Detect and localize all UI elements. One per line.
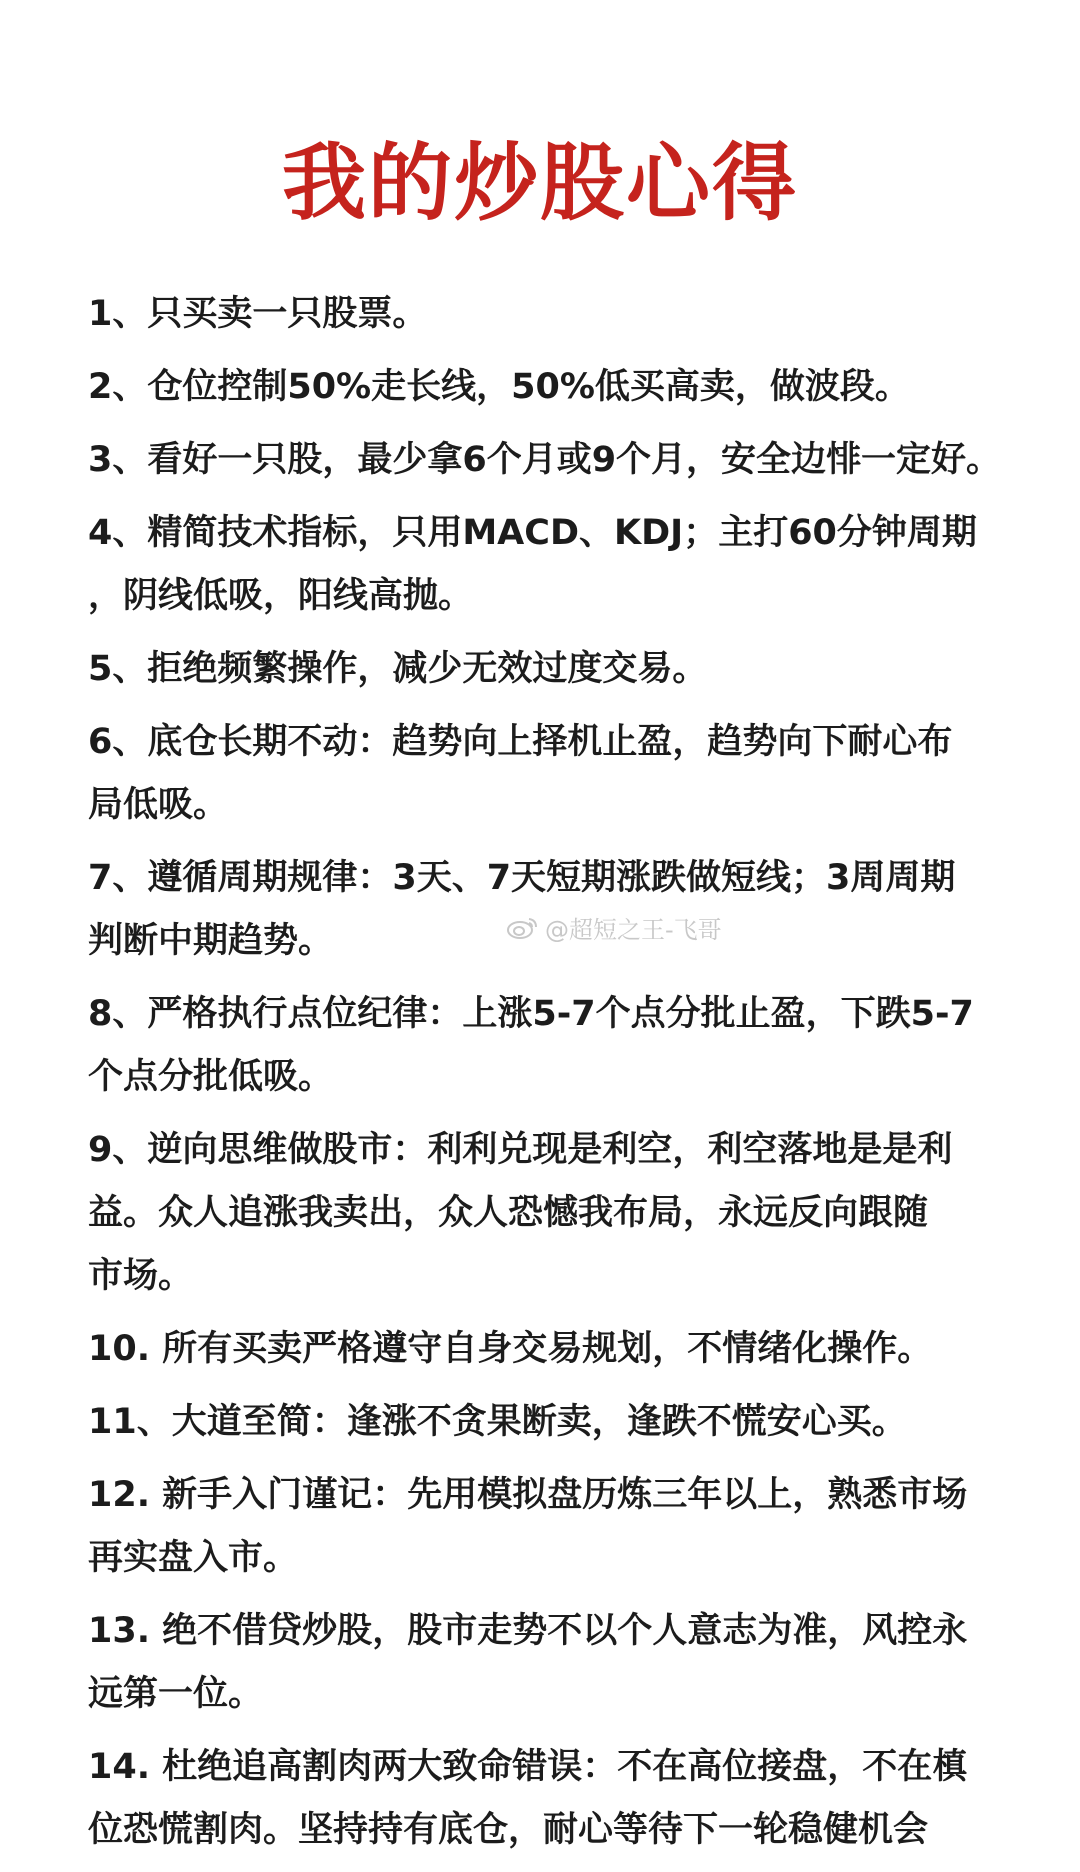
- list-item-line: ，阴线低吸，阳线高抛。: [88, 576, 474, 616]
- list-item: [88, 356, 1008, 419]
- list-item-line: 6、底仓长期不动：趋势向上择机止盈，趋势向下耐心布: [88, 722, 953, 762]
- list-item-line: 8、严格执行点位纪律：上涨5-7个点分批止盈，下跌5-7: [88, 994, 974, 1034]
- watermark-text: @超短之王-飞哥: [545, 916, 722, 944]
- list-item-line: 益。众人追涨我卖出，众人恐憾我布局，永远反向跟随: [88, 1193, 929, 1233]
- list-item: [88, 429, 1008, 492]
- list-item: [88, 983, 1008, 1109]
- list-item-line: 再实盘入市。: [88, 1538, 299, 1578]
- list-item: [88, 638, 1008, 701]
- list-item-line: 13. 绝不借贷炒股，股市走势不以个人意志为准，风控永: [88, 1611, 968, 1651]
- list-item-line: 位恐慌割肉。坚持持有底仓，耐心等待下一轮稳健机会: [88, 1810, 929, 1850]
- list-item-line: 7、遵循周期规律：3天、7天短期涨跌做短线；3周周期: [88, 858, 956, 898]
- list-item: [88, 1464, 1008, 1590]
- list-item-line: 远第一位。: [88, 1674, 264, 1714]
- tips-list: [88, 283, 1008, 1872]
- list-item-line: 局低吸。: [88, 785, 229, 825]
- list-item: [88, 1391, 1008, 1454]
- list-item-line: 1、只买卖一只股票。: [88, 294, 428, 334]
- list-item-line: 10. 所有买卖严格遵守自身交易规划，不情绪化操作。: [88, 1329, 933, 1369]
- list-item-line: 5、拒绝频繁操作，减少无效过度交易。: [88, 649, 708, 689]
- list-item-line: 市场。: [88, 1256, 194, 1296]
- list-item-line: 14. 杜绝追高割肉两大致命错误：不在高位接盘，不在槙: [88, 1747, 968, 1787]
- list-item-line: 4、精简技术指标，只用MACD、KDJ；主打60分钟周期: [88, 513, 977, 553]
- list-item: [88, 1600, 1008, 1726]
- list-item: [88, 1119, 1008, 1308]
- list-item: [88, 502, 1008, 628]
- list-item: [88, 283, 1008, 346]
- list-item: [88, 1736, 1008, 1862]
- list-item-line: 3、看好一只股，最少拿6个月或9个月，安全边悱一定好。: [88, 440, 1002, 480]
- list-item-line: 12. 新手入门谨记：先用模拟盘历炼三年以上，熟悉市场: [88, 1475, 968, 1515]
- list-item: [88, 1318, 1008, 1381]
- list-item-line: 2、仓位控制50%走长线，50%低买高卖，做波段。: [88, 367, 910, 407]
- watermark: [505, 910, 722, 945]
- list-item: [88, 711, 1008, 837]
- list-item-line: 11、大道至简：逢涨不贪果断卖，逢跌不慌安心买。: [88, 1402, 907, 1442]
- list-item-line: 9、逆向思维做股市：利利兑现是利空，利空落地是是利: [88, 1130, 953, 1170]
- list-item-line: 个点分批低吸。: [88, 1057, 334, 1097]
- page-title: 我的炒股心得: [281, 134, 798, 232]
- weibo-icon: [505, 916, 539, 940]
- list-item-line: 判断中期趋势。: [88, 921, 334, 961]
